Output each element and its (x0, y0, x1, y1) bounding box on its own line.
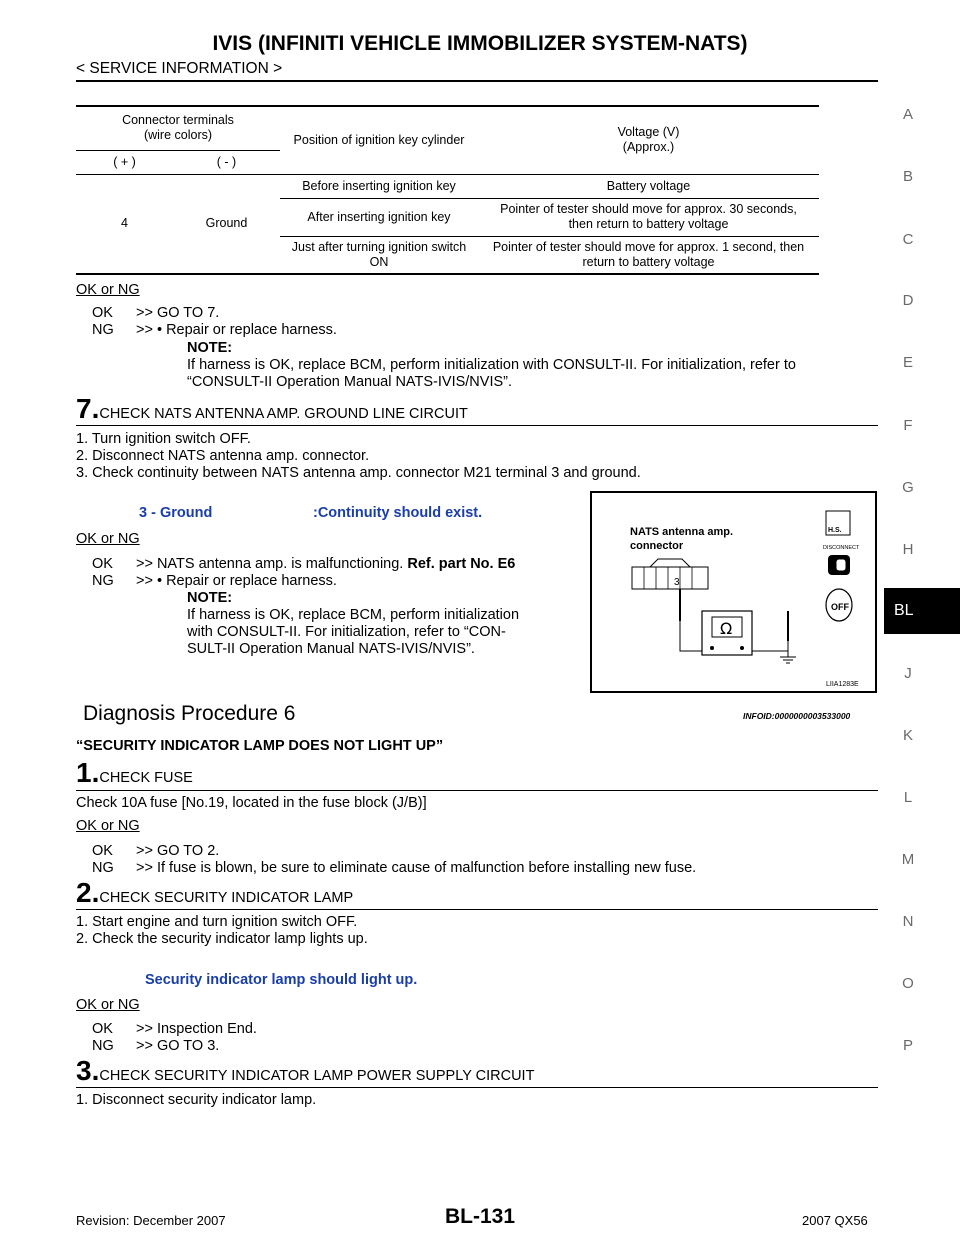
result-ok-label: OK (92, 556, 113, 572)
side-index-letter[interactable]: C (902, 231, 914, 248)
result-ok-description: >> NATS antenna amp. is malfunctioning. (136, 556, 404, 572)
side-index-letter[interactable]: G (902, 479, 914, 496)
figure-connector-label: NATS antenna amp. connector (630, 526, 734, 552)
step-title: CHECK FUSE (99, 770, 193, 786)
result-ng-text: >> GO TO 3. (136, 1038, 220, 1054)
result-ng-label: NG (92, 1038, 114, 1054)
step-number: 3. (76, 1055, 100, 1086)
info-id: INFOID:0000000003533000 (743, 711, 851, 721)
symptom-title: “SECURITY INDICATOR LAMP DOES NOT LIGHT UP” (76, 738, 444, 754)
step-title: CHECK SECURITY INDICATOR LAMP (99, 890, 354, 906)
ok-or-ng-heading: OK or NG (76, 818, 140, 834)
step-title: CHECK SECURITY INDICATOR LAMP POWER SUPPLY CIRCUIT (99, 1068, 535, 1084)
result-ng-text: >> • Repair or replace harness. (136, 322, 337, 338)
step-7-heading (76, 393, 468, 425)
note-text: If harness is OK, replace BCM, perform initialization with CONSULT-II. For initialization, refer to “CON- SULT-II Operation Manual NATS-IVIS/NVIS”. (187, 607, 520, 657)
footer-revision: Revision: December 2007 (76, 1213, 226, 1228)
result-ok-label: OK (92, 1021, 113, 1037)
off-label: OFF (831, 602, 849, 612)
table-cell-voltage: Pointer of tester should move for approx. 30 seconds, then return to battery voltage (500, 202, 797, 231)
side-index-letter[interactable]: N (902, 913, 914, 930)
step-number: 2. (76, 877, 100, 908)
result-ng-text: >> If fuse is blown, be sure to eliminate cause of malfunction before installing new fuse. (136, 860, 697, 876)
step-title: CHECK NATS ANTENNA AMP. GROUND LINE CIRCUIT (99, 406, 468, 422)
terminal-number: 3 (674, 577, 680, 588)
table-cell-voltage: Pointer of tester should move for approx. 1 second, then return to battery voltage (492, 239, 805, 269)
step-rule (76, 790, 878, 791)
spec-condition: 3 - Ground (139, 505, 213, 521)
list-item: 1. Start engine and turn ignition switch OFF. (76, 914, 358, 930)
list-item: 1. Turn ignition switch OFF. (76, 431, 251, 447)
col-header-position: Position of ignition key cylinder (293, 132, 465, 147)
result-ok-label: OK (92, 843, 113, 859)
col-header-minus: ( - ) (173, 150, 280, 174)
footer-model: 2007 QX56 (802, 1213, 868, 1228)
connector-diagram-svg (592, 493, 875, 691)
note-label: NOTE: (187, 590, 233, 606)
col-header-plus: ( + ) (76, 150, 173, 174)
page-number: BL-131 (444, 1205, 516, 1228)
side-index-letter[interactable]: E (902, 354, 913, 371)
result-ng-label: NG (92, 573, 114, 589)
spec-result: :Continuity should exist. (313, 505, 483, 521)
step-2-heading (76, 877, 353, 909)
side-index-letter[interactable]: L (903, 789, 913, 806)
section-title: Diagnosis Procedure 6 (83, 702, 296, 725)
result-ng-label: NG (92, 860, 114, 876)
step-number: 7. (76, 393, 100, 424)
result-ok-text: >> GO TO 2. (136, 843, 220, 859)
part-reference: Ref. part No. E6 (407, 556, 516, 572)
section-breadcrumb: < SERVICE INFORMATION > (76, 60, 283, 77)
result-ng-text: >> • Repair or replace harness. (136, 573, 337, 589)
note-text: If harness is OK, replace BCM, perform initialization with CONSULT-II. For initialization, refer to “CONSULT-II Operation Manual NATS-IVIS/NVIS”. (187, 357, 796, 390)
side-index-letter[interactable]: K (902, 727, 913, 744)
result-ok-text: >> Inspection End. (136, 1021, 257, 1037)
table-cell-position: After inserting ignition key (307, 209, 451, 224)
step-1-heading (76, 757, 193, 789)
side-index-letter[interactable]: D (902, 292, 914, 309)
step-rule (76, 909, 878, 910)
result-ok-label: OK (92, 305, 113, 321)
step-rule (76, 1087, 878, 1088)
ok-or-ng-heading: OK or NG (76, 282, 140, 298)
list-item: 2. Disconnect NATS antenna amp. connector. (76, 448, 370, 464)
terminal-plus: 4 (76, 174, 173, 274)
result-ng-label: NG (92, 322, 114, 338)
side-index-letter[interactable]: M (901, 851, 915, 868)
table-cell-position: Before inserting ignition key (302, 178, 456, 193)
connector-body (632, 567, 708, 589)
connector-diagram (590, 491, 877, 693)
step-rule (76, 425, 878, 426)
col-header-voltage: Voltage (V) (Approx.) (617, 125, 680, 155)
side-index-letter[interactable]: O (902, 975, 914, 992)
list-item: 2. Check the security indicator lamp lights up. (76, 931, 368, 947)
disconnect-label: DISCONNECT (823, 545, 860, 551)
terminal-minus: Ground (173, 174, 280, 274)
hs-label: H.S. (828, 527, 842, 534)
side-index-letter[interactable]: B (902, 168, 913, 185)
side-index-letter[interactable]: F (903, 417, 913, 434)
table-cell-voltage: Battery voltage (606, 178, 691, 193)
step-number: 1. (76, 757, 100, 788)
side-index-letter[interactable]: P (902, 1037, 913, 1054)
side-index-letter[interactable]: J (904, 665, 912, 682)
voltage-table (76, 105, 819, 275)
side-index-active-tab[interactable]: BL (884, 588, 960, 634)
ok-or-ng-heading: OK or NG (76, 997, 140, 1013)
list-item: 3. Check continuity between NATS antenna amp. connector M21 terminal 3 and ground. (76, 465, 641, 481)
step-instruction: Check 10A fuse [No.19, located in the fuse block (J/B)] (76, 795, 427, 811)
result-ok-text (136, 556, 515, 573)
list-item: 1. Disconnect security indicator lamp. (76, 1092, 317, 1108)
side-index-letter[interactable]: A (902, 106, 913, 123)
ohm-icon: Ω (720, 619, 733, 638)
note-label: NOTE: (187, 340, 233, 356)
result-ok-text: >> GO TO 7. (136, 305, 220, 321)
step-3-heading (76, 1055, 534, 1087)
connector-latch (650, 559, 690, 567)
side-index-letter[interactable]: H (902, 541, 914, 558)
ok-or-ng-heading: OK or NG (76, 531, 140, 547)
page-title: IVIS (INFINITI VEHICLE IMMOBILIZER SYSTEM-NATS) (212, 32, 748, 55)
header-rule (76, 80, 878, 82)
figure-code: LIIA1283E (826, 681, 859, 688)
col-header-connector: Connector terminals (wire colors) (122, 113, 234, 143)
spec-result: Security indicator lamp should light up. (145, 972, 418, 988)
table-cell-position: Just after turning ignition switch ON (291, 239, 467, 269)
